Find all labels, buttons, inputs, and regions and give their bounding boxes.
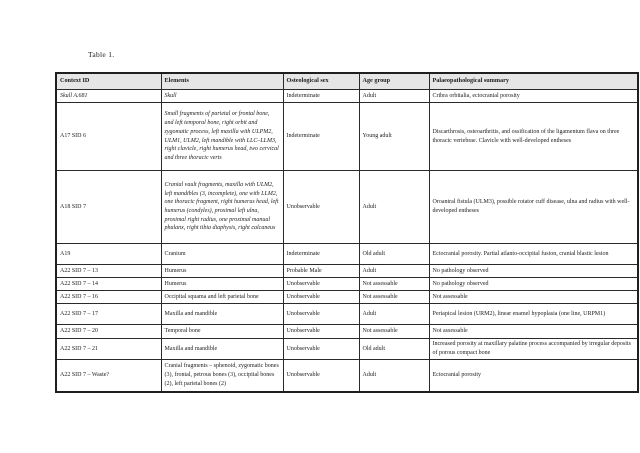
age-group-cell: Young adult	[359, 103, 429, 171]
palaeopathological-summary-cell: Oroantral fistula (ULM3), possible rotator cuff disease, ulna and radius with well-developed entheses	[429, 171, 638, 244]
age-group-cell: Adult	[359, 304, 429, 325]
elements-cell: Humerus	[161, 265, 283, 278]
palaeopathological-summary-cell: Cribra orbitalia, ectocranial porosity	[429, 90, 638, 103]
age-group-cell: Not assessable	[359, 325, 429, 339]
context-id-cell: A19	[56, 244, 161, 265]
osteological-sex-cell: Indeterminate	[283, 90, 359, 103]
osteological-sex-cell: Probable Male	[283, 265, 359, 278]
elements-cell: Skull	[161, 90, 283, 103]
age-group-cell: Adult	[359, 90, 429, 103]
osteological-sex-cell: Unobservable	[283, 339, 359, 360]
osteological-sex-cell: Unobservable	[283, 291, 359, 304]
age-group-cell: Old adult	[359, 244, 429, 265]
column-header-palaeopathological-summary: Palaeopathological summary	[429, 73, 638, 90]
osteological-sex-cell: Unobservable	[283, 325, 359, 339]
palaeopathological-summary-cell: Ectocranial porosity. Partial atlanto-occipital fusion, cranial blastic lesion	[429, 244, 638, 265]
palaeopathological-summary-cell: Discarthrosis, osteoarthritis, and ossification of the ligamentum flava on three thoracic vertebrae. Clavicle with well-developed entheses	[429, 103, 638, 171]
table-row	[56, 339, 638, 360]
table-row	[56, 244, 638, 265]
elements-cell: Cranium	[161, 244, 283, 265]
palaeopathological-summary-cell: Ectocranial porosity	[429, 360, 638, 392]
osteological-sex-cell: Unobservable	[283, 278, 359, 291]
context-id-cell: A17 SID 6	[56, 103, 161, 171]
table-caption: Table 1.	[88, 50, 115, 59]
table-row	[56, 291, 638, 304]
context-id-cell: A22 SID 7 – 14	[56, 278, 161, 291]
elements-cell: Maxilla and mandible	[161, 304, 283, 325]
column-header-age-group: Age group	[359, 73, 429, 90]
age-group-cell: Old adult	[359, 339, 429, 360]
context-id-cell: A22 SID 7 – Waste?	[56, 360, 161, 392]
table-row	[56, 171, 638, 244]
osteological-sex-cell: Indeterminate	[283, 244, 359, 265]
age-group-cell: Not assessable	[359, 291, 429, 304]
elements-cell: Humerus	[161, 278, 283, 291]
table-1	[55, 72, 639, 393]
palaeopathological-summary-cell: Not assessable	[429, 291, 638, 304]
elements-cell: Cranial vault fragments, maxilla with ULM2, left mandibles (3, incomplete), one with LLM2, one thoracic fragment, right humerus head, left humerus (condyles), proximal left ulna, proximal right radius, one proximal manual phalanx, right tibia diaphysis, right calcaneus	[161, 171, 283, 244]
palaeopathological-summary-cell: Not assessable	[429, 325, 638, 339]
elements-cell: Small fragments of parietal or frontal bone, and left temporal bone, right orbit and zygomatic process, left maxilla with ULPM2, ULM1, ULM2, left mandible with LLC–LLM3, right clavicle, right humerus head, two cervical and three thoracic verts	[161, 103, 283, 171]
context-id-cell: A22 SID 7 – 16	[56, 291, 161, 304]
palaeopathological-summary-cell: Periapical lesion (URM2), linear enamel hypoplasia (one line, URPM1)	[429, 304, 638, 325]
context-id-cell: A22 SID 7 – 17	[56, 304, 161, 325]
elements-cell: Cranial fragments – sphenoid, zygomatic bones (3), frontal, petrous bones (3), occipital bones (2), left parietal bones (2)	[161, 360, 283, 392]
column-header-elements: Elements	[161, 73, 283, 90]
table-row	[56, 90, 638, 103]
palaeopathological-summary-cell: No pathology observed	[429, 265, 638, 278]
palaeopathological-summary-cell: Increased porosity at maxillary palatine process accompanied by irregular deposits of porous compact bone	[429, 339, 638, 360]
osteological-sex-cell: Unobservable	[283, 171, 359, 244]
context-id-cell: A22 SID 7 – 21	[56, 339, 161, 360]
column-header-context-id: Context ID	[56, 73, 161, 90]
context-id-cell: Skull A.681	[56, 90, 161, 103]
table-row	[56, 304, 638, 325]
column-header-osteological-sex: Osteological sex	[283, 73, 359, 90]
osteological-sex-cell: Unobservable	[283, 360, 359, 392]
table-row	[56, 360, 638, 392]
elements-cell: Occipital squama and left parietal bone	[161, 291, 283, 304]
osteological-sex-cell: Indeterminate	[283, 103, 359, 171]
age-group-cell: Adult	[359, 360, 429, 392]
elements-cell: Maxilla and mandible	[161, 339, 283, 360]
age-group-cell: Adult	[359, 265, 429, 278]
age-group-cell: Not assessable	[359, 278, 429, 291]
palaeopathological-summary-cell: No pathology observed	[429, 278, 638, 291]
elements-cell: Temporal bone	[161, 325, 283, 339]
context-id-cell: A22 SID 7 – 13	[56, 265, 161, 278]
osteological-sex-cell: Unobservable	[283, 304, 359, 325]
table-row	[56, 103, 638, 171]
table-body	[56, 90, 638, 392]
table-row	[56, 278, 638, 291]
context-id-cell: A22 SID 7 – 20	[56, 325, 161, 339]
context-id-cell: A18 SID 7	[56, 171, 161, 244]
table-row	[56, 325, 638, 339]
table-header-row	[56, 73, 638, 90]
table-row	[56, 265, 638, 278]
age-group-cell: Adult	[359, 171, 429, 244]
